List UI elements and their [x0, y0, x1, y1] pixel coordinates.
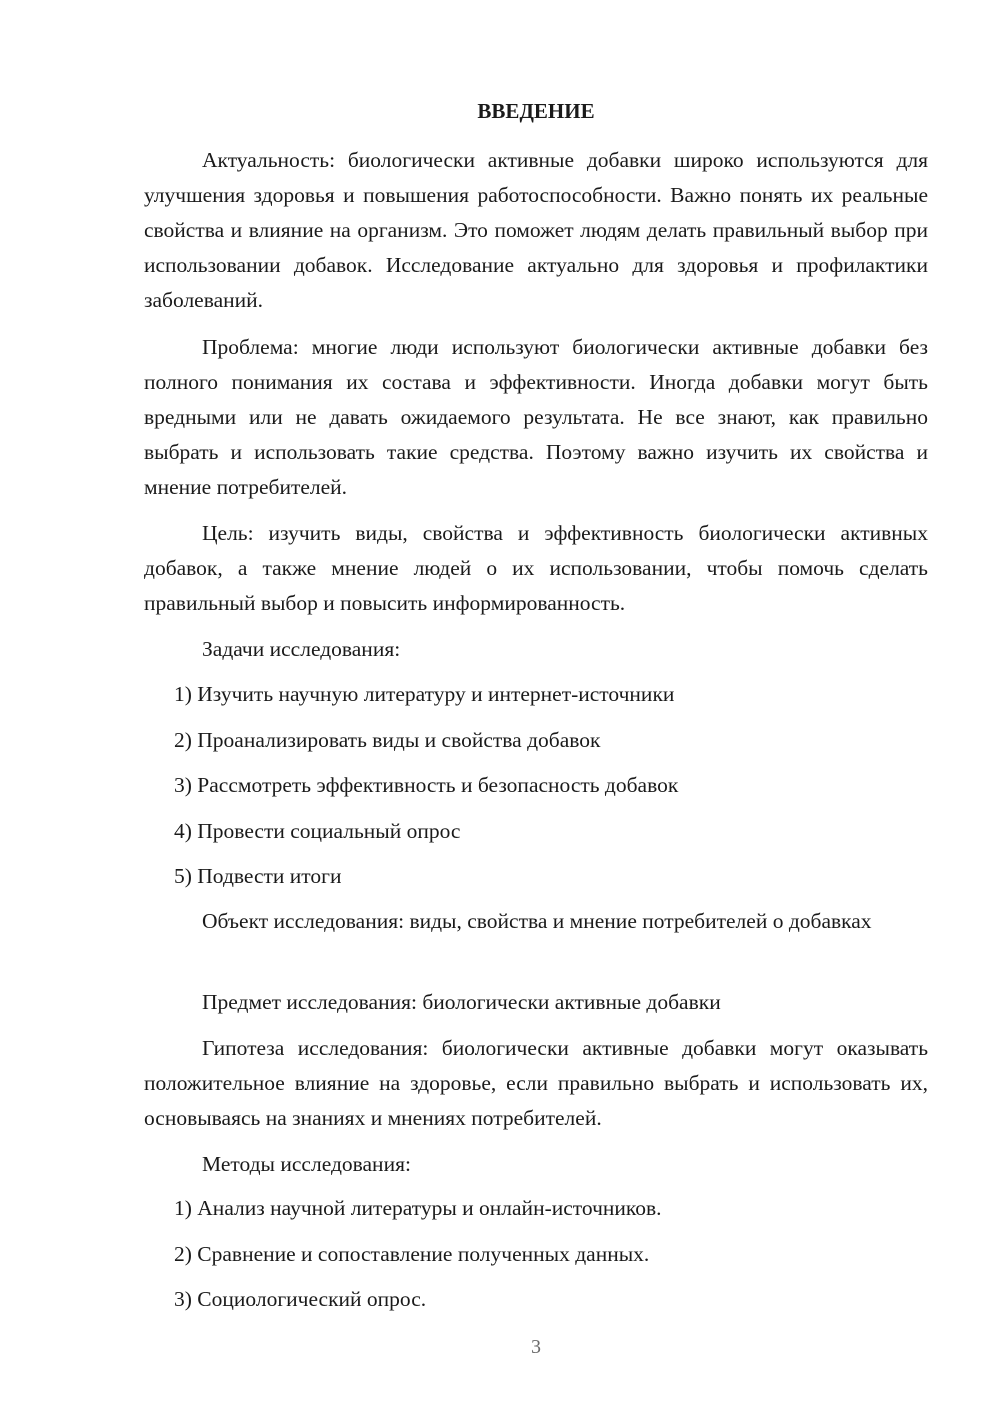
task-item-1: 1) Изучить научную литературу и интернет-источники	[174, 682, 675, 706]
methods-heading: Методы исследования:	[202, 1152, 411, 1176]
task-item-5: 5) Подвести итоги	[174, 864, 342, 888]
paragraph-subject: Предмет исследования: биологически активные добавки	[202, 990, 721, 1014]
task-item-3: 3) Рассмотреть эффективность и безопасность добавок	[174, 773, 679, 797]
method-item-3: 3) Социологический опрос.	[174, 1287, 427, 1311]
page-number: 3	[531, 1336, 541, 1358]
paragraph-relevance: Актуальность: биологически активные добавки широко используются для улучшения здоровья и повышения работоспособности. Важно понять их реальные свойства и влияние на организм. Это поможет людям делать правильный выбор при использовании добавок. Исследование актуально для здоровья и профилактики заболеваний.	[144, 148, 928, 312]
tasks-heading: Задачи исследования:	[202, 637, 401, 661]
paragraph-goal: Цель: изучить виды, свойства и эффективность биологически активных добавок, а также мнение людей о их использовании, чтобы помочь сделать правильный выбор и повысить информированность.	[144, 521, 928, 615]
section-heading	[0, 97, 1000, 125]
section-heading-text: ВВЕДЕНИЕ	[477, 99, 595, 123]
paragraph-object: Объект исследования: виды, свойства и мнение потребителей о добавках	[202, 909, 872, 933]
task-item-4: 4) Провести социальный опрос	[174, 819, 461, 843]
paragraph-hypothesis: Гипотеза исследования: биологически активные добавки могут оказывать положительное влияние на здоровье, если правильно выбрать и использовать их, основываясь на знаниях и мнениях потребителей.	[144, 1036, 928, 1130]
method-item-1: 1) Анализ научной литературы и онлайн-источников.	[174, 1196, 662, 1220]
method-item-2: 2) Сравнение и сопоставление полученных данных.	[174, 1242, 650, 1266]
paragraph-problem: Проблема: многие люди используют биологически активные добавки без полного понимания их состава и эффективности. Иногда добавки могут быть вредными или не давать ожидаемого результата. Не все знают, как правильно выбрать и использовать такие средства. Поэтому важно изучить их свойства и мнение потребителей.	[144, 335, 928, 499]
task-item-2: 2) Проанализировать виды и свойства добавок	[174, 728, 601, 752]
